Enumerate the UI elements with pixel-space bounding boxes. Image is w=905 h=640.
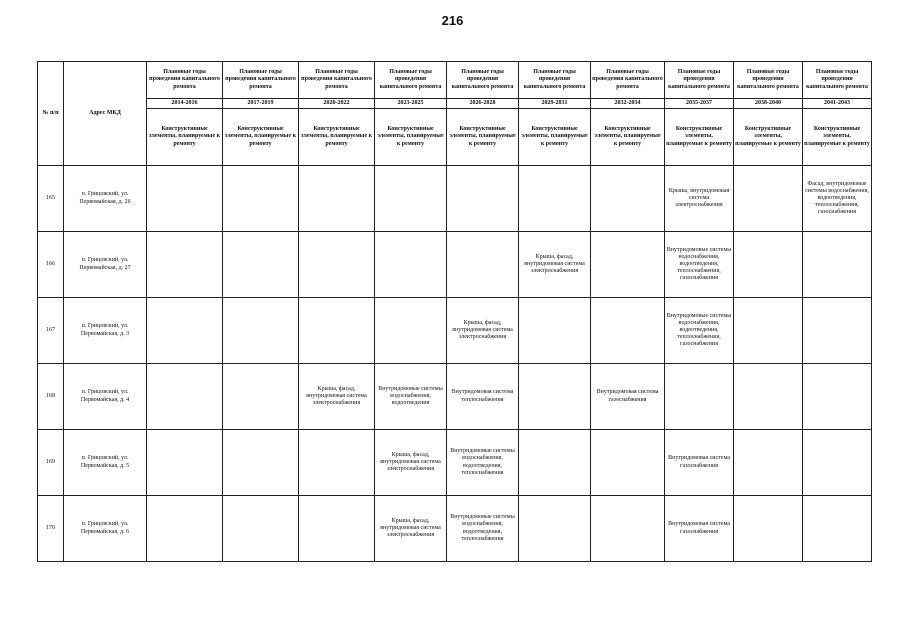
repair-elements-cell: Внутридомовая система газоснабжения — [591, 364, 665, 430]
repair-elements-cell — [519, 430, 591, 496]
repair-elements-cell — [734, 298, 803, 364]
repair-elements-cell: Крыша, фасад, внутридомовая система электроснабжения — [299, 364, 375, 430]
elements-header: Конструктивные элементы, планируемые к ремонту — [734, 109, 803, 166]
table-row — [38, 364, 872, 430]
repair-elements-cell — [375, 232, 447, 298]
row-number: 169 — [38, 430, 64, 496]
repair-elements-cell — [447, 166, 519, 232]
repair-elements-cell — [803, 430, 872, 496]
repair-elements-cell: Внутридомовые системы водоснабжения, водоотведения, теплоснабжения — [447, 496, 519, 562]
repair-elements-cell: Крыша, внутридомовая система электроснабжения — [665, 166, 734, 232]
period-header: Плановые годы проведения капитального ремонта — [147, 62, 223, 99]
repair-elements-cell: Крыша, фасад, внутридомовая система электроснабжения — [375, 496, 447, 562]
repair-elements-cell — [591, 298, 665, 364]
row-address: п. Грицовский, ул. Первомайская, д. 6 — [64, 496, 147, 562]
repair-elements-cell — [223, 166, 299, 232]
repair-elements-cell — [223, 232, 299, 298]
period-years: 2014-2016 — [147, 99, 223, 109]
table-row — [38, 430, 872, 496]
repair-elements-cell — [375, 298, 447, 364]
table-row — [38, 166, 872, 232]
repair-elements-cell — [299, 298, 375, 364]
period-years: 2026-2028 — [447, 99, 519, 109]
repair-elements-cell — [665, 364, 734, 430]
repair-elements-cell — [519, 496, 591, 562]
row-number: 165 — [38, 166, 64, 232]
repair-elements-cell — [519, 298, 591, 364]
repair-elements-cell — [147, 364, 223, 430]
repair-elements-cell — [299, 166, 375, 232]
repair-elements-cell: Крыша, фасад, внутридомовая система электроснабжения — [519, 232, 591, 298]
period-years: 2041-2043 — [803, 99, 872, 109]
period-header-row — [38, 62, 872, 99]
repair-elements-cell — [299, 232, 375, 298]
repair-elements-cell — [223, 364, 299, 430]
repair-elements-cell — [734, 496, 803, 562]
repair-elements-cell — [299, 496, 375, 562]
period-years: 2023-2025 — [375, 99, 447, 109]
repair-elements-cell — [591, 232, 665, 298]
table-row — [38, 298, 872, 364]
elements-header: Конструктивные элементы, планируемые к ремонту — [299, 109, 375, 166]
elements-header: Конструктивные элементы, планируемые к ремонту — [447, 109, 519, 166]
repair-elements-cell: Внутридомовые системы водоснабжения, водоотведения, теплоснабжения — [447, 430, 519, 496]
repair-elements-cell — [591, 430, 665, 496]
row-address: п. Грицовский, ул. Первомайская, д. 26 — [64, 166, 147, 232]
row-address: п. Грицовский, ул. Первомайская, д. 5 — [64, 430, 147, 496]
period-header: Плановые годы проведения капитального ремонта — [299, 62, 375, 99]
column-header-number: № п/п — [38, 62, 64, 166]
row-number: 168 — [38, 364, 64, 430]
elements-header: Конструктивные элементы, планируемые к ремонту — [223, 109, 299, 166]
period-header: Плановые годы проведения капитального ремонта — [665, 62, 734, 99]
repair-elements-cell: Внутридомовые системы водоснабжения, водоотведения, теплоснабжения, газоснабжения — [665, 298, 734, 364]
repair-elements-cell — [803, 364, 872, 430]
elements-header: Конструктивные элементы, планируемые к ремонту — [375, 109, 447, 166]
row-address: п. Грицовский, ул. Первомайская, д. 4 — [64, 364, 147, 430]
repair-elements-cell: Крыша, фасад, внутридомовая система электроснабжения — [447, 298, 519, 364]
period-header: Плановые годы проведения капитального ремонта — [734, 62, 803, 99]
repair-elements-cell — [803, 496, 872, 562]
repair-elements-cell: Внутридомовая система теплоснабжения — [447, 364, 519, 430]
repair-elements-cell — [803, 232, 872, 298]
period-header: Плановые годы проведения капитального ремонта — [375, 62, 447, 99]
elements-header: Конструктивные элементы, планируемые к ремонту — [591, 109, 665, 166]
repair-elements-cell — [734, 430, 803, 496]
repair-elements-cell — [147, 496, 223, 562]
period-years: 2035-2037 — [665, 99, 734, 109]
column-header-address: Адрес МКД — [64, 62, 147, 166]
repair-elements-cell — [147, 166, 223, 232]
period-years: 2032-2034 — [591, 99, 665, 109]
table-row — [38, 232, 872, 298]
period-years: 2020-2022 — [299, 99, 375, 109]
repair-elements-cell — [591, 496, 665, 562]
period-header: Плановые годы проведения капитального ремонта — [591, 62, 665, 99]
repair-elements-cell: Фасад, внутридомовые системы водоснабжения, водоотведения, теплоснабжения, газоснабжения — [803, 166, 872, 232]
page-number: 216 — [441, 13, 464, 28]
row-address: п. Грицовский, ул. Первомайская, д. 3 — [64, 298, 147, 364]
repair-elements-cell — [223, 298, 299, 364]
years-row — [38, 99, 872, 109]
repair-elements-cell — [375, 166, 447, 232]
period-years: 2017-2019 — [223, 99, 299, 109]
row-number: 167 — [38, 298, 64, 364]
elements-header-row — [38, 109, 872, 166]
period-header: Плановые годы проведения капитального ремонта — [519, 62, 591, 99]
repair-elements-cell: Крыша, фасад, внутридомовая система электроснабжения — [375, 430, 447, 496]
period-header: Плановые годы проведения капитального ремонта — [447, 62, 519, 99]
repair-elements-cell: Внутридомовые системы водоснабжения, водоотведения — [375, 364, 447, 430]
repair-elements-cell — [519, 364, 591, 430]
repair-elements-cell — [734, 364, 803, 430]
period-years: 2029-2031 — [519, 99, 591, 109]
repair-elements-cell — [447, 232, 519, 298]
repair-elements-cell — [734, 166, 803, 232]
repair-elements-cell — [591, 166, 665, 232]
repair-elements-cell — [147, 298, 223, 364]
table-row — [38, 496, 872, 562]
repair-elements-cell: Внутридомовая система газоснабжения — [665, 430, 734, 496]
repair-elements-cell — [223, 430, 299, 496]
period-header: Плановые годы проведения капитального ремонта — [803, 62, 872, 99]
repair-elements-cell — [147, 430, 223, 496]
period-header: Плановые годы проведения капитального ремонта — [223, 62, 299, 99]
repair-elements-cell — [147, 232, 223, 298]
repair-elements-cell — [299, 430, 375, 496]
elements-header: Конструктивные элементы, планируемые к ремонту — [803, 109, 872, 166]
row-number: 166 — [38, 232, 64, 298]
repair-elements-cell: Внутридомовая система газоснабжения — [665, 496, 734, 562]
period-years: 2038-2040 — [734, 99, 803, 109]
row-number: 170 — [38, 496, 64, 562]
capital-repair-table — [37, 61, 872, 562]
repair-elements-cell — [734, 232, 803, 298]
elements-header: Конструктивные элементы, планируемые к ремонту — [147, 109, 223, 166]
elements-header: Конструктивные элементы, планируемые к ремонту — [665, 109, 734, 166]
row-address: п. Грицовский, ул. Первомайская, д. 27 — [64, 232, 147, 298]
repair-elements-cell — [223, 496, 299, 562]
elements-header: Конструктивные элементы, планируемые к ремонту — [519, 109, 591, 166]
repair-elements-cell — [803, 298, 872, 364]
repair-elements-cell — [519, 166, 591, 232]
repair-elements-cell: Внутридомовые системы водоснабжения, водоотведения, теплоснабжения, газоснабжения — [665, 232, 734, 298]
